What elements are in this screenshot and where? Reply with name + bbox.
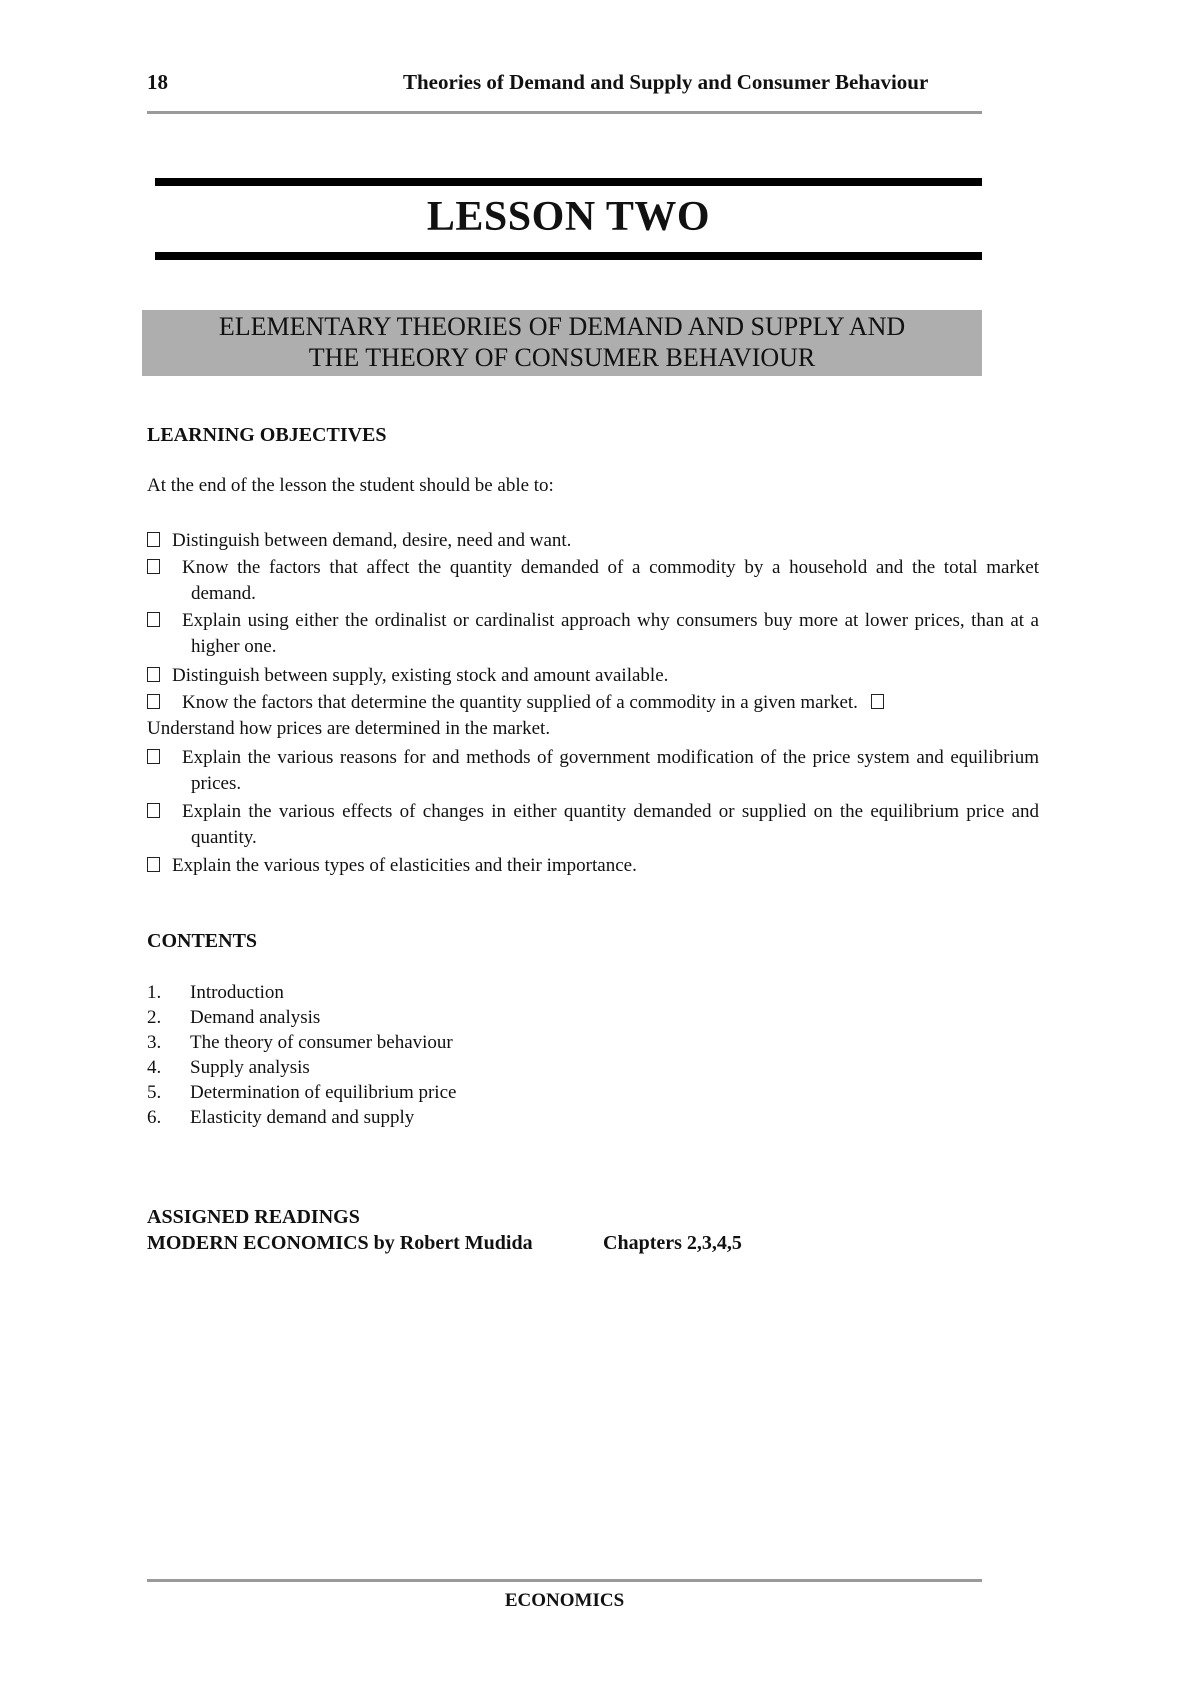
list-item-label: Determination of equilibrium price: [190, 1082, 457, 1103]
assigned-reading-book: MODERN ECONOMICS by Robert Mudida: [147, 1232, 533, 1254]
list-item: [147, 1030, 456, 1055]
objective-text: Know the factors that affect the quantity demanded of a commodity by a household and the total market demand.: [182, 557, 1039, 604]
list-item-number: 4.: [147, 1057, 162, 1078]
objective-item: [147, 853, 995, 879]
checkbox-glyph-icon: [147, 694, 160, 709]
list-item: [147, 980, 456, 1005]
objective-item: [147, 663, 995, 689]
checkbox-glyph-icon: [147, 803, 160, 818]
running-title: Theories of Demand and Supply and Consumer Behaviour: [403, 70, 929, 94]
footer-label: ECONOMICS: [504, 1590, 625, 1611]
objective-text: Distinguish between demand, desire, need and want.: [172, 530, 572, 551]
lesson-subtitle-line-2: THE THEORY OF CONSUMER BEHAVIOUR: [308, 343, 816, 372]
objective-text: Explain the various effects of changes in either quantity demanded or supplied on the equilibrium price and quantity.: [182, 801, 1039, 848]
objective-item: [147, 716, 995, 742]
assigned-readings-heading: ASSIGNED READINGS: [147, 1206, 360, 1228]
objective-item: [147, 555, 1039, 607]
list-item-number: 6.: [147, 1107, 162, 1128]
list-item-number: 3.: [147, 1032, 162, 1053]
objective-item: [147, 528, 995, 554]
lesson-title: LESSON TWO: [426, 194, 711, 240]
objective-text: Explain the various types of elasticities and their importance.: [172, 855, 637, 876]
checkbox-glyph-icon: [147, 559, 160, 574]
assigned-reading-chapters: Chapters 2,3,4,5: [603, 1232, 742, 1254]
list-item-label: Introduction: [190, 982, 284, 1003]
checkbox-glyph-icon: [147, 532, 160, 547]
lesson-subtitle-line-1: ELEMENTARY THEORIES OF DEMAND AND SUPPLY AND: [218, 312, 906, 341]
list-item-label: Demand analysis: [190, 1007, 321, 1028]
list-item-label: Supply analysis: [190, 1057, 310, 1078]
list-item-label: The theory of consumer behaviour: [190, 1032, 453, 1053]
learning-objectives-intro: At the end of the lesson the student should be able to:: [147, 475, 554, 496]
learning-objectives-heading: LEARNING OBJECTIVES: [147, 424, 387, 446]
objective-item: [147, 745, 1039, 797]
contents-list: [147, 980, 456, 1130]
objective-text: Explain the various reasons for and methods of government modification of the price system and equilibrium prices.: [182, 747, 1039, 794]
checkbox-glyph-icon: [147, 667, 160, 682]
objective-text: Explain using either the ordinalist or cardinalist approach why consumers buy more at lower prices, than at a higher one.: [182, 610, 1039, 657]
footer-divider: [147, 1579, 982, 1582]
page-number: 18: [147, 70, 168, 94]
list-item-number: 1.: [147, 982, 162, 1003]
list-item: [147, 1105, 456, 1130]
objective-text: Understand how prices are determined in the market.: [147, 718, 551, 739]
lesson-subtitle-box: [142, 310, 982, 376]
objective-text: Distinguish between supply, existing stock and amount available.: [172, 665, 669, 686]
list-item: [147, 1080, 456, 1105]
list-item: [147, 1005, 456, 1030]
objective-item: [147, 608, 1039, 660]
objective-item: [147, 799, 1039, 851]
objective-text: Know the factors that determine the quantity supplied of a commodity in a given market.: [182, 692, 858, 713]
lesson-title-bottom-bar: [155, 252, 982, 260]
header-divider: [147, 111, 982, 114]
contents-heading: CONTENTS: [147, 930, 258, 952]
list-item-number: 2.: [147, 1007, 162, 1028]
list-item: [147, 1055, 456, 1080]
list-item-number: 5.: [147, 1082, 162, 1103]
checkbox-glyph-icon: [871, 694, 884, 709]
objective-item: [147, 690, 995, 716]
list-item-label: Elasticity demand and supply: [190, 1107, 415, 1128]
lesson-title-top-bar: [155, 178, 982, 186]
checkbox-glyph-icon: [147, 857, 160, 872]
checkbox-glyph-icon: [147, 612, 160, 627]
checkbox-glyph-icon: [147, 749, 160, 764]
